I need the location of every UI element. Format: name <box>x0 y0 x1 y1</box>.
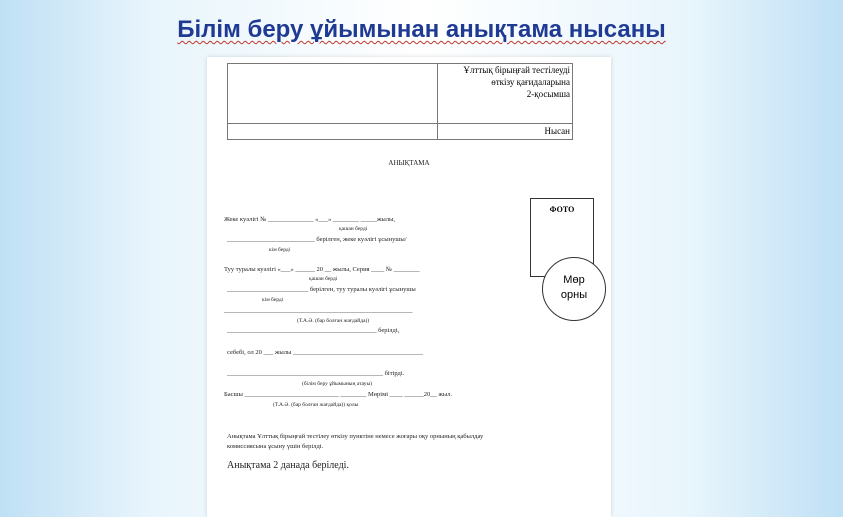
document-heading: АНЫҚТАМА <box>388 159 430 167</box>
form-label: Нысан <box>544 126 570 136</box>
graduated-line: ________________________________________________ бітірді. <box>227 370 405 377</box>
id-card-line: Жеке куәлігі № ______________ «___» ________ _____жылы, <box>224 216 396 223</box>
seal-circle <box>542 257 606 321</box>
purpose-note-line-1: Анықтама Ұлттық бірыңғай тестілеу өткізу пунктіне немесе жоғары оқу орнының қабылдау <box>227 433 484 440</box>
annex-line-2: өткізу қағидаларына <box>491 77 570 87</box>
id-card-issuer-line: ___________________________ берілген, жеке куәлігі ұсынушы/ <box>227 236 407 243</box>
head-signature-caption: (Т.А.Ә. (бар болған жағдайда)) қолы <box>273 402 359 408</box>
full-name-line: __________________________________________________________ <box>224 307 413 314</box>
seal-label: Мөр орны <box>560 274 588 301</box>
form-sheet <box>207 57 611 517</box>
header-table <box>227 63 573 140</box>
form-label-cell <box>438 124 573 140</box>
header-empty-cell <box>228 64 438 124</box>
birth-certificate-issuer-caption: кім берді <box>262 297 284 303</box>
head-signature-line: Басшы _____________________________ ________ Мөрімі ____ ______20__ жыл. <box>224 391 453 398</box>
full-name-caption: (Т.А.Ә. (бар болған жағдайда)) <box>297 318 370 324</box>
birth-certificate-line: Туу туралы куәлігі «___» ______ 20 __ жылы, Серия ____ № ________ <box>224 266 420 273</box>
photo-label: ФОТО <box>549 205 575 214</box>
annex-line-3: 2-қосымша <box>526 89 570 99</box>
copies-note: Анықтама 2 данада беріледі. <box>227 460 349 471</box>
birth-certificate-issuer-line: _________________________ берілген, туу туралы куәлігі ұсынушы <box>227 286 416 293</box>
header-empty-cell-2 <box>228 124 438 140</box>
id-card-date-caption: қашан берді <box>339 226 368 232</box>
annex-line-1: Ұлттық бірыңғай тестілеуді <box>463 65 570 75</box>
birth-certificate-date-caption: қашан берді <box>309 276 338 282</box>
header-annex-cell <box>438 64 573 124</box>
id-card-issuer-caption: кім берді <box>269 247 291 253</box>
purpose-note-line-2: комиссиясына ұсыну үшін берілді. <box>227 443 324 450</box>
graduation-year-line: себебі, ол 20 ___ жылы ________________________________________ <box>227 349 423 356</box>
organization-name-caption: (білім беру ұйымының атауы) <box>302 381 372 387</box>
slide-title: Білім беру ұйымынан анықтама нысаны <box>177 16 666 43</box>
issued-to-line: ______________________________________________ берілді, <box>227 327 400 334</box>
